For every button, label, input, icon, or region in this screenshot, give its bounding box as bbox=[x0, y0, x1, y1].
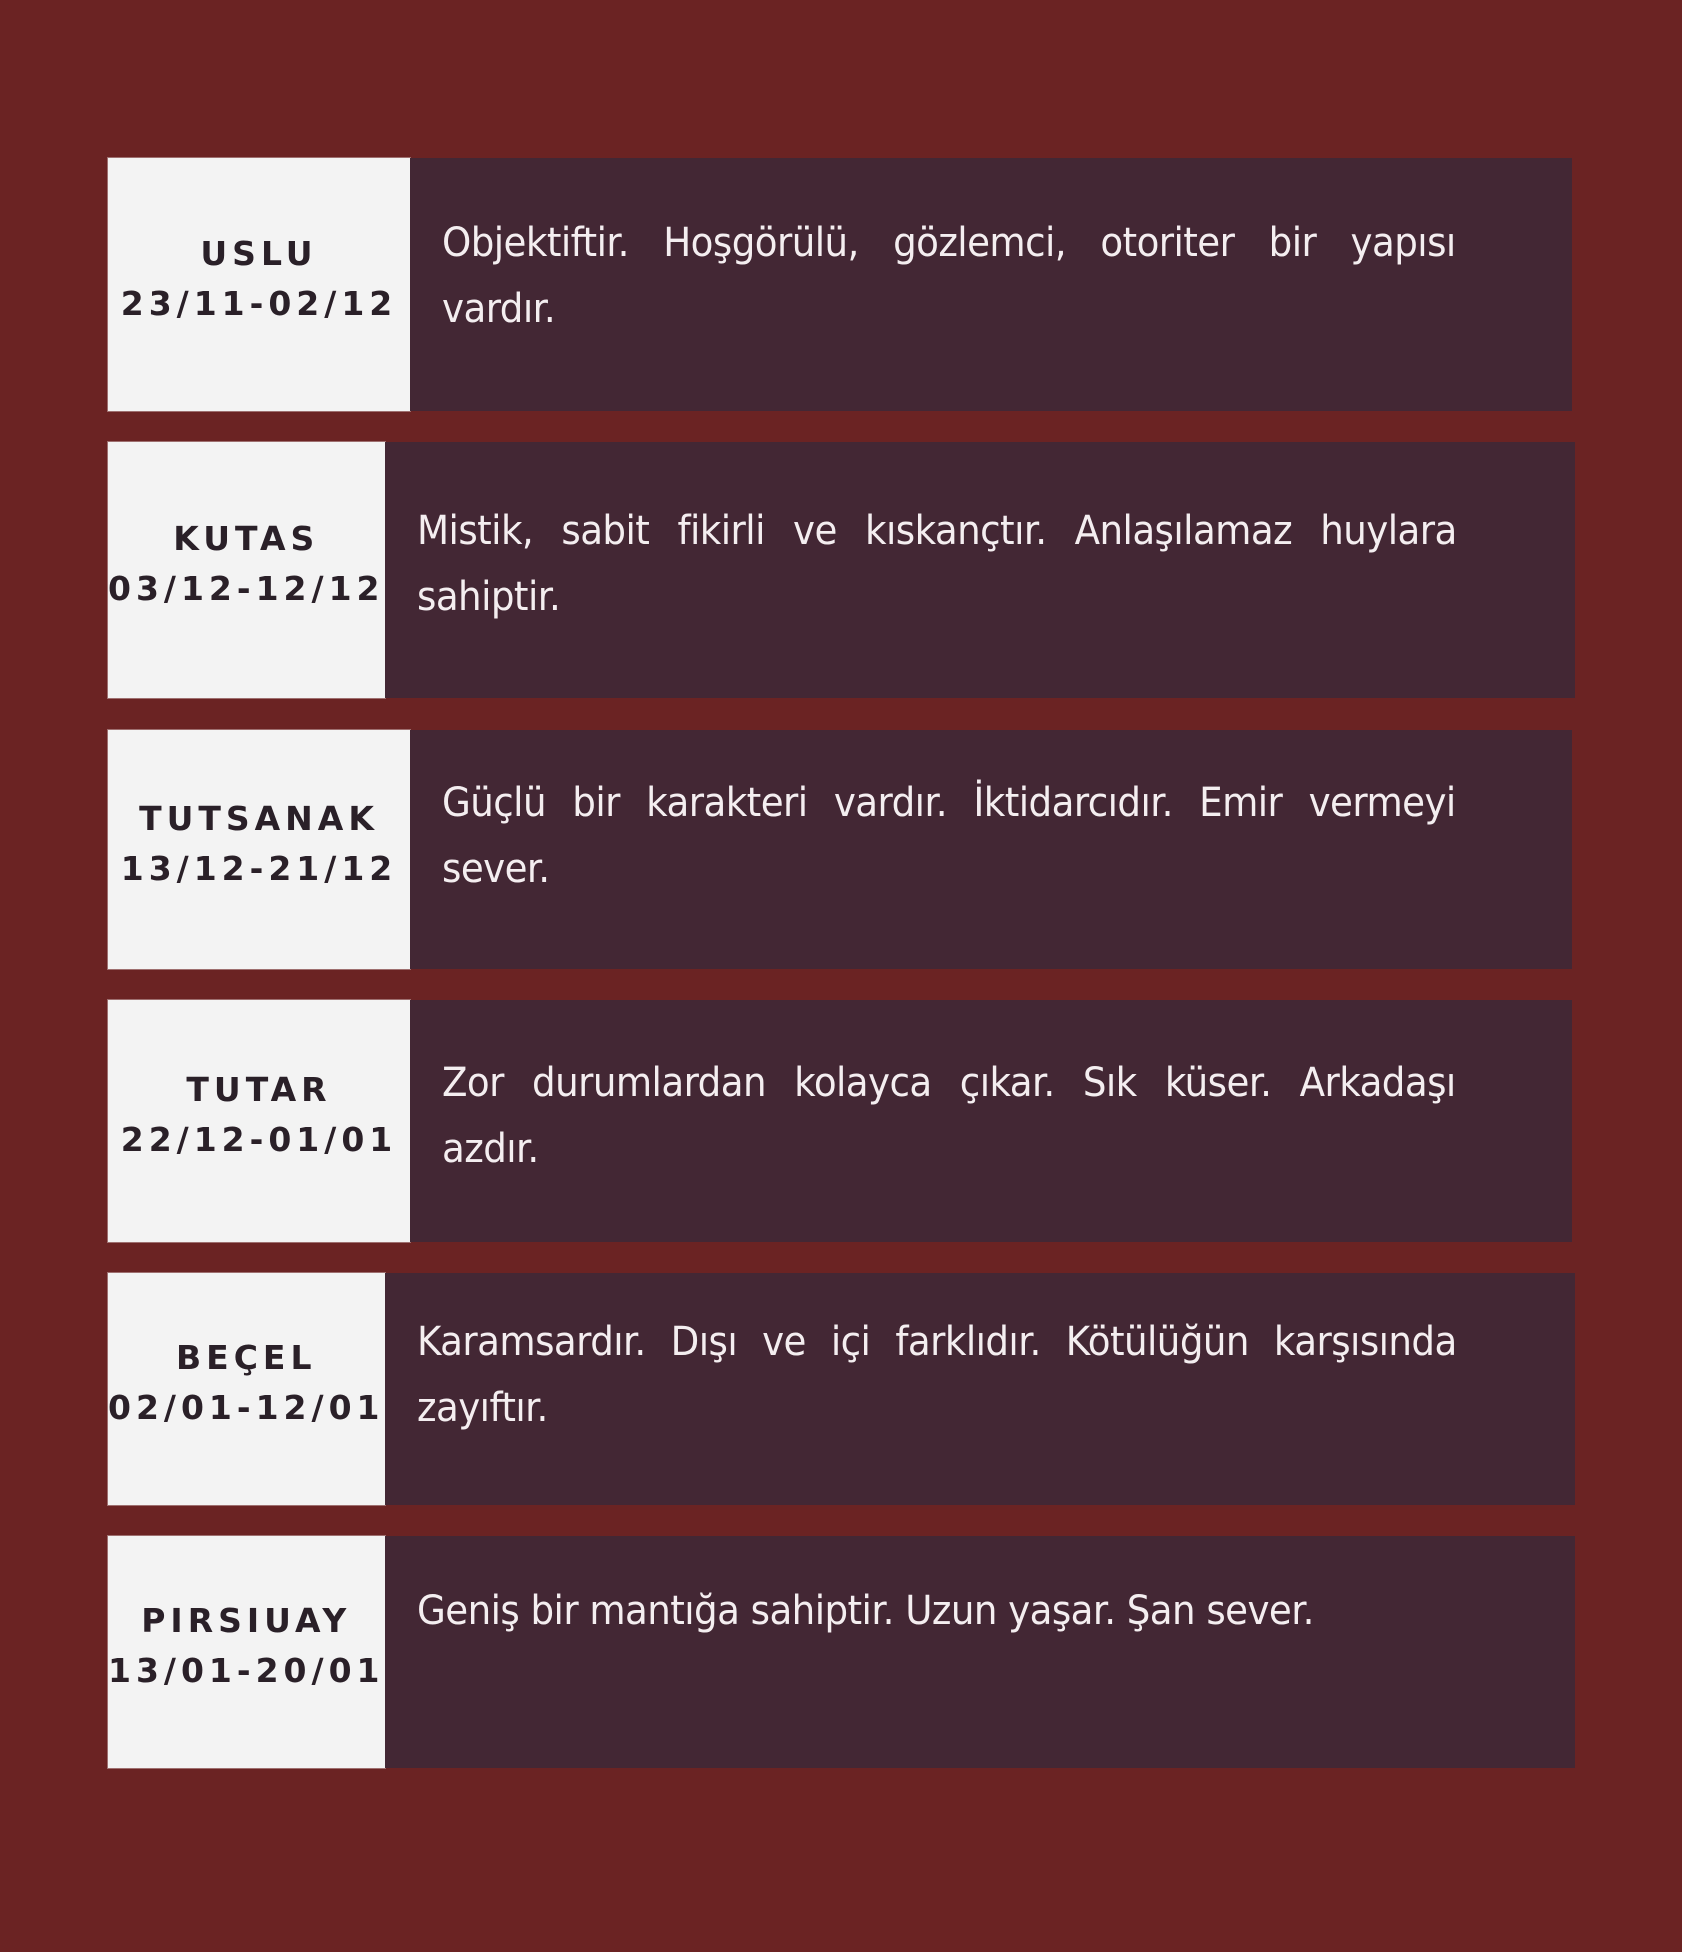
sign-label-box bbox=[108, 1536, 385, 1768]
sign-description-box bbox=[385, 442, 1575, 698]
sign-description: Zor durumlardan kolayca çıkar. Sık küser. Arkadaşı azdır. bbox=[442, 1060, 1456, 1172]
sign-label-box bbox=[108, 1000, 410, 1242]
sign-row-tutsanak bbox=[108, 730, 1572, 969]
sign-description-box bbox=[385, 1273, 1575, 1505]
sign-description: Güçlü bir karakteri vardır. İktidarcıdır. Emir vermeyi sever. bbox=[442, 780, 1456, 892]
sign-row-tutar bbox=[108, 1000, 1572, 1242]
sign-date-range: 23/11-02/12 bbox=[120, 283, 398, 323]
sign-date-range: 02/01-12/01 bbox=[108, 1388, 385, 1427]
sign-description-box bbox=[410, 730, 1572, 969]
sign-row-kutas bbox=[108, 442, 1572, 698]
sign-name: TUTAR bbox=[186, 1070, 332, 1109]
sign-row-becel bbox=[108, 1273, 1572, 1505]
sign-date-range: 13/12-21/12 bbox=[120, 848, 398, 888]
sign-description: Geniş bir mantığa sahiptir. Uzun yaşar. Şan sever. bbox=[416, 1588, 1314, 1634]
sign-date-range: 13/01-20/01 bbox=[108, 1651, 385, 1690]
sign-description: Objektiftir. Hoşgörülü, gözlemci, otoriter bir yapısı vardır. bbox=[442, 220, 1456, 332]
sign-name: KUTAS bbox=[173, 519, 320, 558]
sign-description-box bbox=[410, 1000, 1572, 1242]
sign-date-range: 03/12-12/12 bbox=[108, 569, 385, 608]
sign-description-box bbox=[410, 158, 1572, 411]
sign-name: USLU bbox=[200, 233, 318, 273]
sign-name: TUTSANAK bbox=[139, 798, 379, 838]
sign-name: PIRSIUAY bbox=[141, 1601, 352, 1640]
sign-label-box bbox=[108, 730, 410, 969]
sign-row-uslu bbox=[108, 158, 1572, 411]
sign-description: Mistik, sabit fikirli ve kıskançtır. Anlaşılamaz huylara sahiptir. bbox=[416, 508, 1457, 620]
sign-date-range: 22/12-01/01 bbox=[120, 1120, 398, 1159]
sign-label-box bbox=[108, 1273, 385, 1505]
sign-label-box bbox=[108, 158, 410, 411]
sign-description-box bbox=[385, 1536, 1575, 1768]
sign-label-box bbox=[108, 442, 385, 698]
sign-name: BEÇEL bbox=[176, 1338, 317, 1377]
sign-row-pirsiuay bbox=[108, 1536, 1572, 1768]
sign-description: Karamsardır. Dışı ve içi farklıdır. Kötülüğün karşısında zayıftır. bbox=[416, 1319, 1457, 1431]
